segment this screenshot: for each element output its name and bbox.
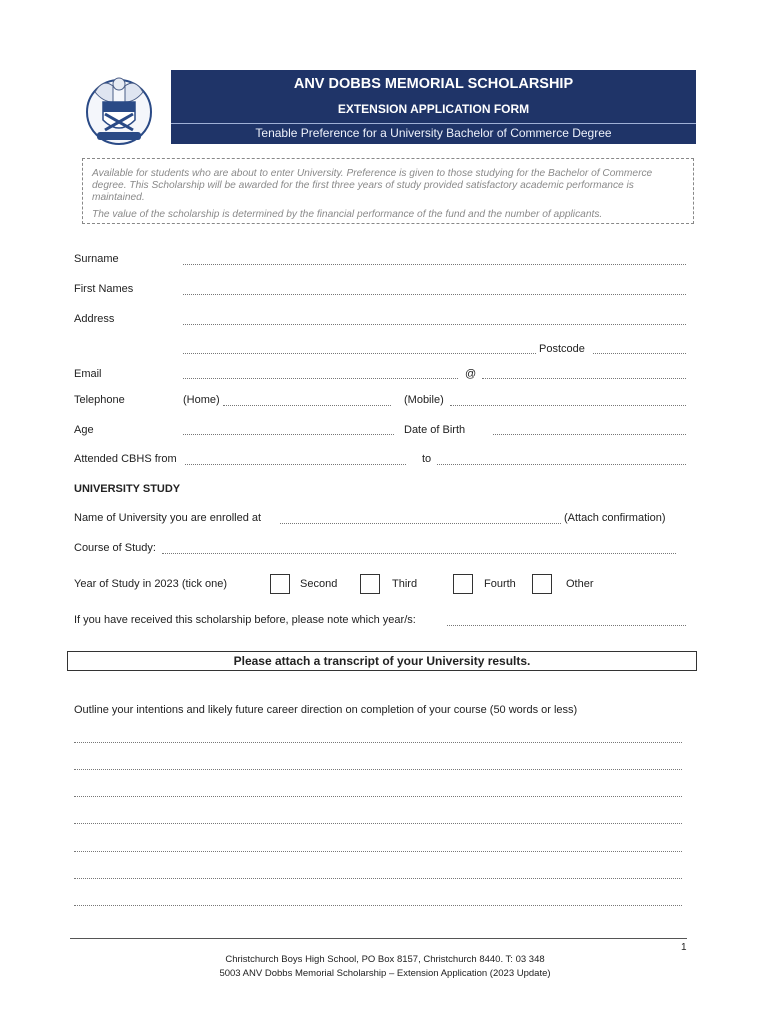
career-outline-line[interactable] (74, 878, 682, 879)
form-title: ANV DOBBS MEMORIAL SCHOLARSHIP (293, 76, 574, 92)
surname-label: Surname (74, 253, 119, 265)
attended-to-field[interactable] (437, 464, 686, 465)
third-year-label: Third (392, 578, 418, 590)
third-year-checkbox[interactable] (360, 574, 380, 594)
other-year-label: Other (566, 578, 594, 590)
course-label: Course of Study: (74, 542, 156, 554)
home-phone-field[interactable] (223, 405, 391, 406)
notice-paragraph: The value of the scholarship is determined by the financial performance of the fund and the number of applicants. (92, 209, 603, 220)
attended-label: Attended CBHS from (74, 453, 177, 465)
form-tagline: Tenable Preference for a University Bachelor of Commerce Degree (255, 126, 612, 140)
university-study-heading: UNIVERSITY STUDY (74, 483, 181, 495)
second-year-label: Second (300, 578, 338, 590)
age-field[interactable] (183, 434, 394, 435)
first-names-field[interactable] (183, 294, 686, 295)
eligibility-notice (82, 158, 694, 224)
year-of-study-label: Year of Study in 2023 (tick one) (74, 578, 228, 590)
postcode-label: Postcode (539, 343, 585, 355)
footer-document-reference: 5003 ANV Dobbs Memorial Scholarship – Extension Application (2023 Update) (219, 968, 551, 979)
attended-from-field[interactable] (185, 464, 406, 465)
dob-label: Date of Birth (404, 424, 466, 436)
mobile-phone-label: (Mobile) (404, 394, 444, 406)
course-field[interactable] (162, 553, 676, 554)
fourth-year-checkbox[interactable] (453, 574, 473, 594)
first-names-label: First Names (74, 283, 134, 295)
telephone-label: Telephone (74, 394, 125, 406)
footer-divider (70, 938, 687, 939)
dob-field[interactable] (493, 434, 686, 435)
page-number: 1 (681, 942, 687, 953)
second-year-checkbox[interactable] (270, 574, 290, 594)
previous-recipient-label: If you have received this scholarship before, please note which year/s: (74, 614, 416, 626)
home-phone-label: (Home) (183, 394, 220, 406)
career-outline-line[interactable] (74, 905, 682, 906)
transcript-notice: Please attach a transcript of your University results. (67, 651, 697, 671)
career-outline-line[interactable] (74, 769, 682, 770)
other-year-checkbox[interactable] (532, 574, 552, 594)
email-label: Email (74, 368, 102, 380)
footer-address: Christchurch Boys High School, PO Box 8157, Christchurch 8440. T: 03 348 (225, 954, 545, 965)
postcode-field[interactable] (593, 353, 686, 354)
address-line-2-field[interactable] (183, 353, 536, 354)
attended-to-label: to (422, 453, 432, 465)
university-name-field[interactable] (280, 523, 561, 524)
notice-paragraph: Available for students who are about to enter University. Preference is given to those studying for the Bachelor of Commerce degree. This Scholarship will be awarded for the first three years of study provided satisfactory academic performance is maintained. (92, 168, 653, 203)
career-outline-line[interactable] (74, 823, 682, 824)
age-label: Age (74, 424, 94, 436)
email-domain-field[interactable] (482, 378, 686, 379)
email-user-field[interactable] (183, 378, 458, 379)
fourth-year-label: Fourth (484, 578, 516, 590)
career-outline-line[interactable] (74, 742, 682, 743)
school-crest-logo (83, 72, 155, 146)
banner-divider (171, 123, 696, 124)
form-subtitle: EXTENSION APPLICATION FORM (337, 102, 530, 116)
email-at-sign: @ (465, 368, 477, 380)
attach-confirmation-note: (Attach confirmation) (564, 512, 666, 524)
surname-field[interactable] (183, 264, 686, 265)
career-outline-line[interactable] (74, 851, 682, 852)
career-outline-prompt: Outline your intentions and likely future career direction on completion of your course (50 words or less) (74, 704, 578, 716)
previous-years-field[interactable] (447, 625, 686, 626)
career-outline-line[interactable] (74, 796, 682, 797)
header-banner (171, 70, 696, 144)
address-line-1-field[interactable] (183, 324, 686, 325)
mobile-phone-field[interactable] (450, 405, 686, 406)
address-label: Address (74, 313, 115, 325)
university-name-label: Name of University you are enrolled at (74, 512, 262, 524)
